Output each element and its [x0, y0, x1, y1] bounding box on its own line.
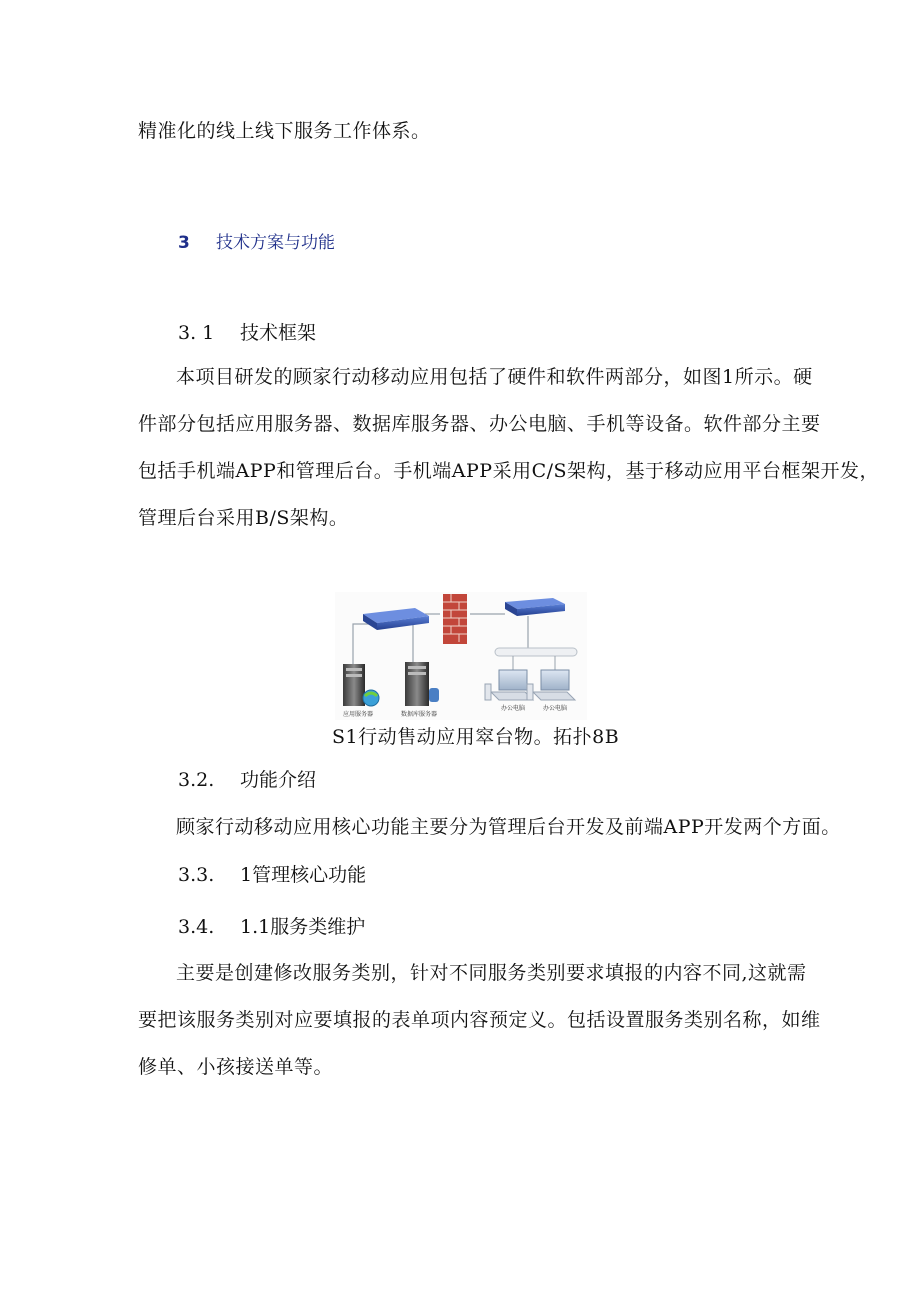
- network-topology-figure: [335, 592, 587, 720]
- subsection-3-2-heading: [178, 765, 316, 792]
- section-title: 技术方案与功能: [216, 233, 335, 253]
- subsection-3-1-heading: [178, 318, 316, 345]
- subsection-3-3-heading: [178, 860, 366, 887]
- subsection-title: 1.1服务类维护: [240, 916, 366, 938]
- subsection-title: 1管理核心功能: [240, 864, 367, 886]
- subsection-3-4-heading: [178, 912, 365, 939]
- paragraph-line: 主要是创建修改服务类别，针对不同服务类别要求填报的内容不同,这就需: [176, 962, 807, 984]
- paragraph-line: 包括手机端APP和管理后台。手机端APP采用C/S架构，基于移动应用平台框架开发，: [138, 460, 880, 482]
- paragraph-line: 件部分包括应用服务器、数据库服务器、办公电脑、手机等设备。软件部分主要: [138, 413, 821, 435]
- topology-diagram: [335, 592, 587, 720]
- paragraph-line: 要把该服务类别对应要填报的表单项内容预定义。包括设置服务类别名称，如维: [138, 1009, 821, 1031]
- office-pc-icon-2: [527, 670, 575, 700]
- app-server-label: 应用服务器: [343, 711, 374, 718]
- switch-right-icon: [505, 598, 565, 616]
- subsection-title: 功能介绍: [240, 769, 317, 791]
- subsection-number: 3.2.: [178, 769, 215, 791]
- switch-left-icon: [363, 608, 429, 630]
- link-switch-db-server: [393, 624, 413, 667]
- paragraph-line: 管理后台采用B/S架构。: [138, 507, 349, 529]
- app-server-icon: [343, 664, 379, 706]
- paragraph-line: 修单、小孩接送单等。: [138, 1056, 334, 1078]
- firewall-icon: [443, 594, 467, 644]
- section-3-heading: [178, 228, 335, 253]
- db-server-label: 数据库服务器: [401, 711, 438, 718]
- subsection-number: 3.4.: [178, 916, 215, 938]
- office-pc-label: 办公电脑: [543, 705, 568, 712]
- subsection-title: 技术框架: [240, 322, 317, 344]
- figure-caption: S1行动售动应用窣台物。拓扑8B: [332, 726, 620, 748]
- section-number: 3: [178, 233, 190, 253]
- office-pc-label: 办公电脑: [501, 705, 526, 712]
- office-pc-icon-1: [485, 670, 533, 700]
- intro-line: 精准化的线上线下服务工作体系。: [138, 120, 431, 142]
- paragraph-line: 本项目研发的顾家行动移动应用包括了硬件和软件两部分，如图1所示。硬: [176, 366, 813, 388]
- db-server-icon: [405, 662, 439, 706]
- subsection-number: 3.3.: [178, 864, 215, 886]
- subsection-number: 3. 1: [178, 322, 215, 344]
- paragraph-line: 顾家行动移动应用核心功能主要分为管理后台开发及前端APP开发两个方面。: [176, 816, 841, 838]
